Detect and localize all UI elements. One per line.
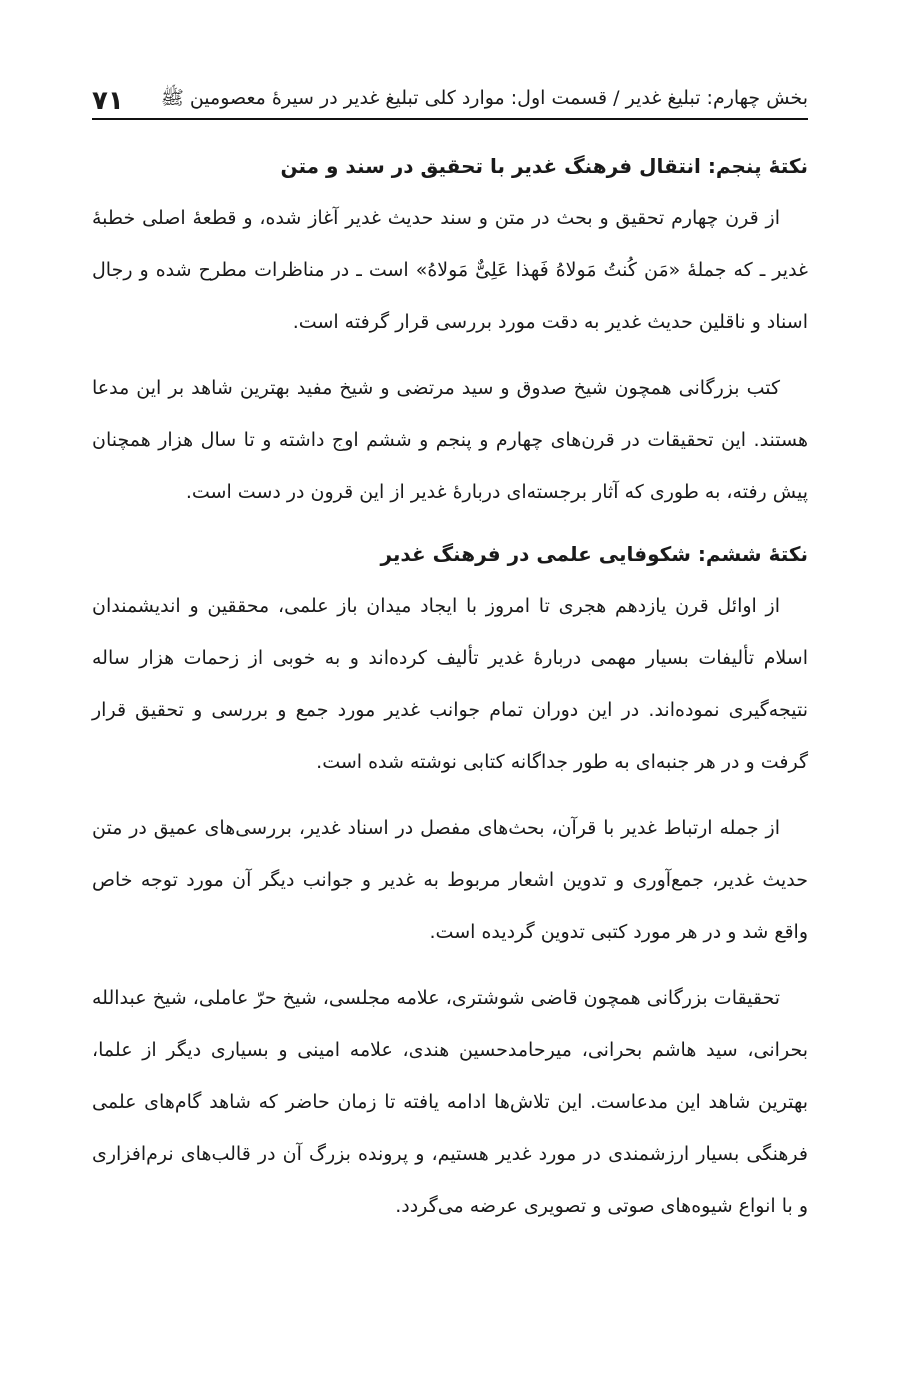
section-heading: نکتۀ ششم: شکوفایی علمی در فرهنگ غدیر <box>380 542 808 566</box>
paragraph: کتب بزرگانی همچون شیخ صدوق و سید مرتضی و شیخ مفید بهترین شاهد بر این مدعا هستند. این تحقیقات در قرن‌های چهارم و پنجم و ششم اوج داشته و تا سال هزار همچنان پیش رفته، به طوری که آثار برجسته‌ای دربارۀ غدیر از این قرون در دست است. <box>92 377 808 503</box>
page-number: ۷۱ <box>92 86 124 116</box>
section-fifth-point <box>92 150 808 518</box>
paragraph: تحقیقات بزرگانی همچون قاضی شوشتری، علامه مجلسی، شیخ حرّ عاملی، شیخ عبدالله بحرانی، سید هاشم بحرانی، میرحامدحسین هندی، علامه امینی و بسیاری دیگر از علما، بهترین شاهد این مدعاست. این تلاش‌ها ادامه یافته تا زمان حاضر که شاهد گام‌های علمی فرهنگی بسیار ارزشمندی در مورد غدیر هستیم، و پرونده بزرگ آن در قالب‌های نرم‌افزاری و با انواع شیوه‌های صوتی و تصویری عرضه می‌گردد. <box>92 987 808 1217</box>
section-heading: نکتۀ پنجم: انتقال فرهنگ غدیر با تحقیق در سند و متن <box>280 154 808 178</box>
page-content <box>92 150 808 1232</box>
section-sixth-point <box>92 538 808 1232</box>
paragraph: از جمله ارتباط غدیر با قرآن، بحث‌های مفصل در اسناد غدیر، بررسی‌های عمیق در متن حدیث غدیر، جمع‌آوری و تدوین اشعار مربوط به غدیر و جوانب دیگر آن مورد توجه خاص واقع شد و در هر مورد کتبی تدوین گردیده است. <box>92 817 808 943</box>
paragraph: از اوائل قرن یازدهم هجری تا امروز با ایجاد میدان باز علمی، محققین و اندیشمندان اسلام تألیفات بسیار مهمی دربارۀ غدیر تألیف کرده‌اند و به خوبی از زحمات هزار ساله نتیجه‌گیری نموده‌اند. در این دوران تمام جوانب غدیر مورد جمع و بررسی و تحقیق قرار گرفت و در هر جنبه‌ای به طور جداگانه کتابی نوشته شده است. <box>92 595 808 773</box>
paragraph: از قرن چهارم تحقیق و بحث در متن و سند حدیث غدیر آغاز شده، و قطعۀ اصلی خطبۀ غدیر ـ که جملۀ «مَن کُنتُ مَولاهُ فَهذا عَلِیٌّ مَولاهُ» است ـ در مناظرات مطرح شده و رجال اسناد و ناقلین حدیث غدیر به دقت مورد بررسی قرار گرفته است. <box>92 207 808 333</box>
book-page <box>92 70 808 1246</box>
running-title: بخش چهارم: تبلیغ غدیر / قسمت اول: موارد کلی تبلیغ غدیر در سیرۀ معصومین ﷺ <box>160 87 808 109</box>
running-header <box>92 70 808 120</box>
